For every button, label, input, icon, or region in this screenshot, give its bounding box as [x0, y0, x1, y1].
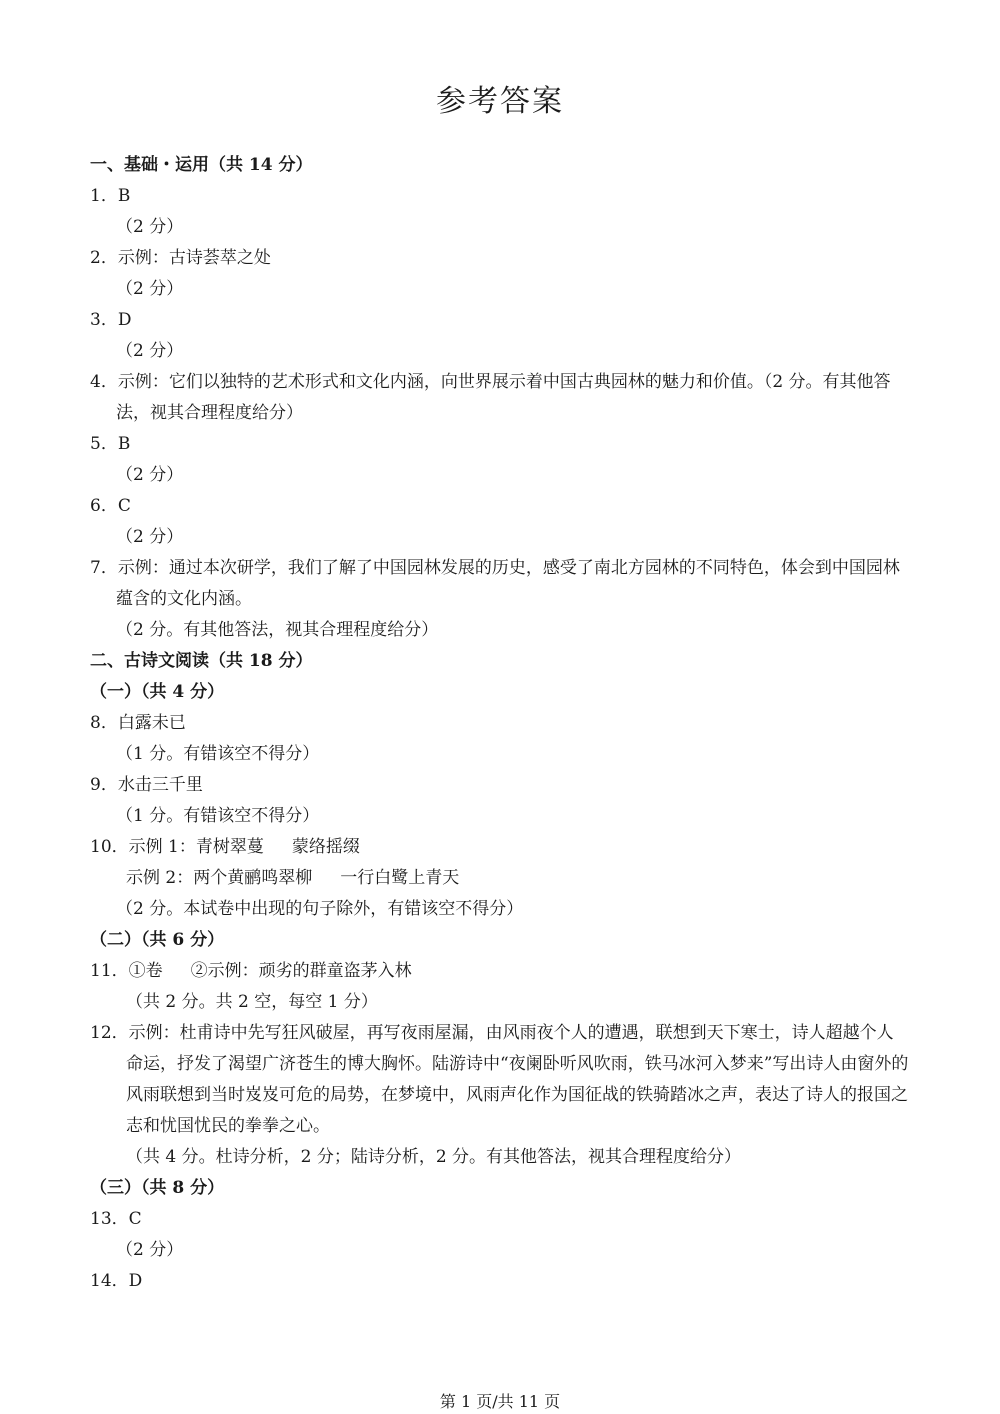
answer-q14: 14．D — [90, 1271, 143, 1291]
score-q8: （1 分。有错该空不得分） — [116, 744, 320, 764]
answer-q2: 2．示例：古诗荟萃之处 — [90, 248, 271, 268]
score-q1: （2 分） — [116, 217, 184, 237]
answer-content — [90, 150, 910, 1297]
page-title: 参考答案 — [436, 84, 564, 119]
section-heading-1: 一、基础・运用（共 14 分） — [90, 155, 313, 175]
answer-q4: 4．示例：它们以独特的艺术形式和文化内涵，向世界展示着中国古典园林的魅力和价值。（2 分。有其他答法，视其合理程度给分） — [90, 372, 891, 423]
answer-q8: 8．白露未已 — [90, 713, 186, 733]
subsection-heading-1: （一）（共 4 分） — [90, 682, 225, 702]
answer-q3: 3．D — [90, 310, 132, 330]
q10-number: 10． — [90, 837, 129, 857]
q10-example-1-b: 蒙络摇缀 — [291, 837, 360, 857]
score-q2: （2 分） — [116, 279, 184, 299]
answer-q6: 6．C — [90, 496, 131, 516]
q11-part-1: 11．①卷 — [90, 961, 163, 981]
subsection-heading-3: （三）（共 8 分） — [90, 1178, 225, 1198]
q10-example-2-a: 示例 2：两个黄鹂鸣翠柳 — [126, 868, 313, 888]
q10-example-2-b: 一行白鹭上青天 — [340, 868, 460, 888]
score-q11: （共 2 分。共 2 空，每空 1 分） — [126, 992, 378, 1012]
score-q13: （2 分） — [116, 1240, 184, 1260]
answer-q7: 7．示例：通过本次研学，我们了解了中国园林发展的历史，感受了南北方园林的不同特色，体会到中国园林蕴含的文化内涵。 — [90, 558, 900, 609]
score-q3: （2 分） — [116, 341, 184, 361]
subsection-heading-2: （二）（共 6 分） — [90, 930, 225, 950]
answer-q11 — [90, 956, 910, 987]
answer-q9: 9．水击三千里 — [90, 775, 203, 795]
score-q10: （2 分。本试卷中出现的句子除外，有错该空不得分） — [116, 899, 524, 919]
answer-q13: 13．C — [90, 1209, 142, 1229]
q11-part-2: ②示例：顽劣的群童盗茅入林 — [190, 961, 412, 981]
answer-q12: 12．示例：杜甫诗中先写狂风破屋，再写夜雨屋漏，由风雨夜个人的遭遇，联想到天下寒士，诗人超越个人命运，抒发了渴望广济苍生的博大胸怀。陆游诗中“夜阑卧听风吹雨，铁马冰河入梦来”写出诗人由窗外的风雨联想到当时岌岌可危的局势，在梦境中，风雨声化作为国征战的铁骑踏冰之声，表达了诗人的报国之志和忧国忧民的拳拳之心。 — [90, 1023, 909, 1136]
score-q12: （共 4 分。杜诗分析，2 分；陆诗分析，2 分。有其他答法，视其合理程度给分） — [126, 1147, 742, 1167]
score-q9: （1 分。有错该空不得分） — [116, 806, 320, 826]
score-q6: （2 分） — [116, 527, 184, 547]
answer-q10-example-2 — [90, 863, 910, 894]
score-q7: （2 分。有其他答法，视其合理程度给分） — [116, 620, 439, 640]
score-q5: （2 分） — [116, 465, 184, 485]
answer-q10-example-1 — [90, 832, 910, 863]
q10-example-1-a: 示例 1：青树翠蔓 — [128, 837, 264, 857]
answer-q5: 5．B — [90, 434, 131, 454]
answer-q1: 1．B — [90, 186, 131, 206]
page-footer: 第 1 页/共 11 页 — [439, 1392, 561, 1411]
section-heading-2: 二、古诗文阅读（共 18 分） — [90, 651, 313, 671]
